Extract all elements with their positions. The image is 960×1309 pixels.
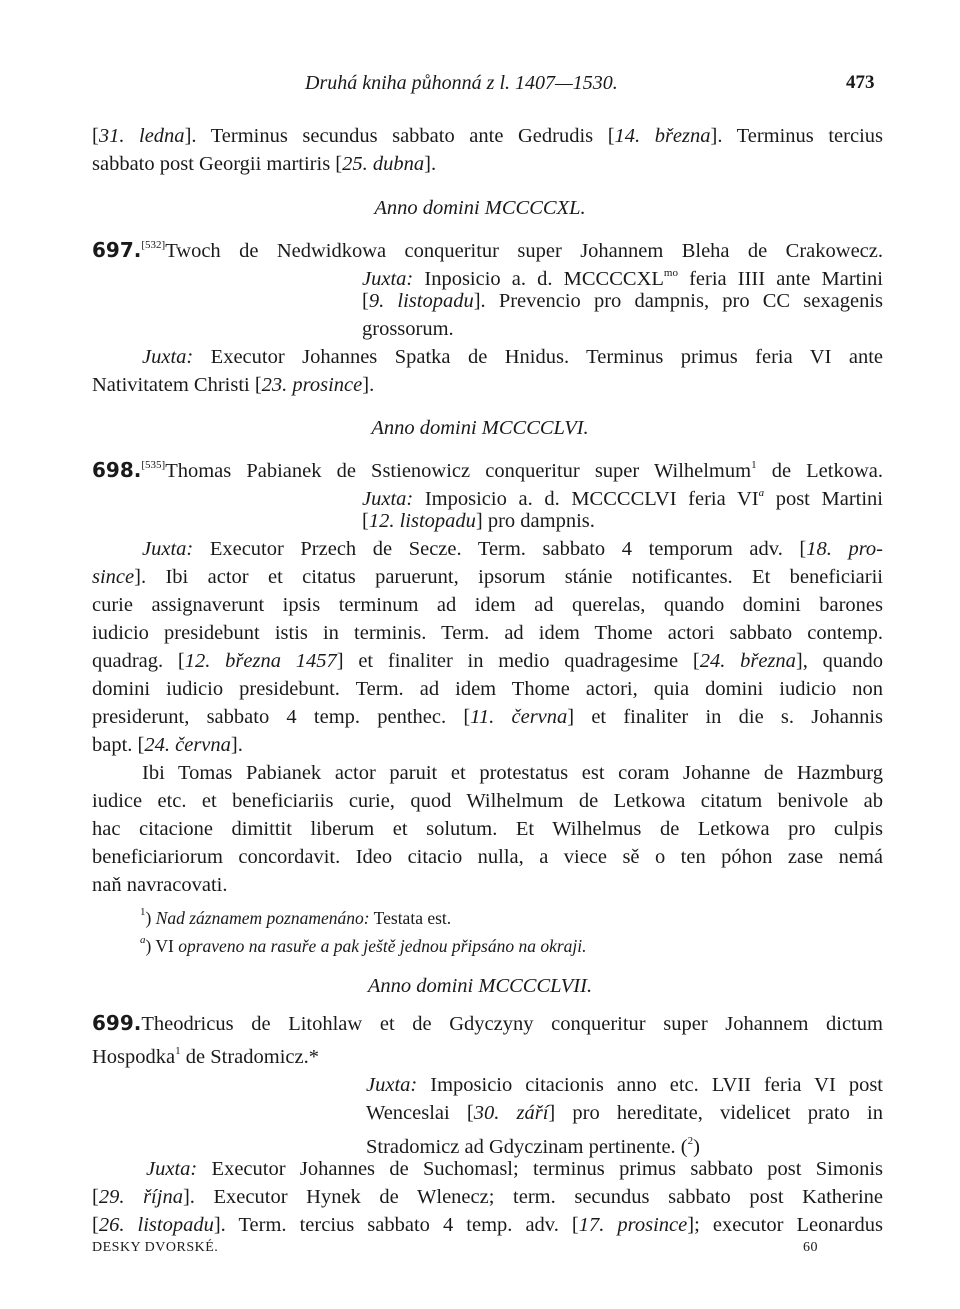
juxta-label: Juxta:	[362, 268, 414, 290]
text-span: Executor Johannes Spatka de Hnidus. Terminus primus feria VI ante	[193, 346, 883, 368]
text-line: beneficiariorum concordavit. Ideo citacio nulla, a viece sě o ten póhon zase nemá	[92, 846, 883, 868]
text-line	[92, 1183, 883, 1211]
text-span: [	[92, 125, 99, 147]
text-span: post Martini	[764, 488, 883, 510]
text-span: de Stradomicz.*	[180, 1046, 319, 1068]
text-span: Stradomicz ad Gdyczinam pertinente. (	[366, 1136, 688, 1158]
text-span: Nativitatem Christi [	[92, 374, 262, 396]
date-gloss: 12. listopadu	[368, 510, 476, 532]
text-span: ]. Terminus secundus sabbato ante Gedrudis [	[184, 125, 615, 147]
text-line	[92, 1037, 319, 1071]
text-span: ]. Prevencio pro dampnis, pro CC sexagenis	[473, 290, 883, 312]
footnote-marker: 2	[687, 1135, 694, 1147]
text-line	[142, 535, 883, 563]
text-span: ]. Term. tercius sabbato 4 temp. adv. [	[213, 1214, 579, 1236]
superscript: mo	[663, 267, 678, 279]
text-span: [	[362, 290, 369, 312]
text-span: Thomas Pabianek de Sstienowicz conqueritur super Wilhelmum	[165, 460, 752, 482]
date-gloss: 17. prosince	[578, 1214, 688, 1236]
text-span: ] pro hereditate, videlicet prato in	[548, 1102, 883, 1124]
date-gloss: 23. prosince	[261, 374, 363, 396]
entry-number: 699.	[92, 1011, 142, 1035]
text-span: Inposicio a. d. MCCCCXL	[413, 268, 664, 290]
text-line	[92, 731, 243, 759]
text-span: ]. Terminus tercius	[710, 125, 883, 147]
date-gloss: 9. listopadu	[368, 290, 474, 312]
footnote-marker: 1	[140, 906, 146, 918]
text-span: Imposicio a. d. MCCCCLVI feria VI	[413, 488, 759, 510]
juxta-label: Juxta:	[142, 538, 194, 560]
text-span: )	[693, 1136, 700, 1158]
footer-signature: DESKY DVORSKÉ.	[92, 1240, 219, 1255]
text-span: ].	[424, 153, 437, 175]
text-span: presiderunt, sabbato 4 temp. penthec. [	[92, 706, 471, 728]
text-line: naň navracovati.	[92, 874, 228, 896]
date-gloss: 26. listopadu	[98, 1214, 214, 1236]
text-span: [	[362, 510, 369, 532]
text-line: curie assignaverunt ipsis terminum ad idem ad querelas, quando domini barones	[92, 594, 883, 616]
text-line	[92, 150, 436, 178]
text-line	[146, 1155, 883, 1183]
text-line: iudicio presidebunt istis in terminis. Term. ad idem Thome actori sabbato contemp.	[92, 622, 883, 644]
year-heading: Anno domini MCCCCLVII.	[367, 975, 593, 997]
text-span: [	[92, 1186, 99, 1208]
footnote-marker: 1	[175, 1045, 181, 1057]
text-span: Hospodka	[92, 1046, 176, 1068]
footnote: $^1$) Nad záznamem poznamenáno: Testata est.	[140, 906, 452, 928]
text-line: iudice etc. et beneficiariis curie, quod Wilhelmum de Letkowa citatum benivole ab	[92, 790, 883, 812]
entry-first-line	[92, 1009, 883, 1038]
date-gloss: 31. ledna	[98, 125, 185, 147]
footnote: $^a$) VI opraveno na rasuře a pak ještě jednou připsáno na okraji.	[140, 934, 587, 956]
entry-number: 697.	[92, 238, 142, 262]
text-span: ]. Executor Hynek de Wlenecz; term. secundus sabbato post Katherine	[182, 1186, 883, 1208]
text-span: ] et finaliter in medio quadragesime [	[336, 650, 700, 672]
page-number: 473	[846, 72, 875, 93]
date-gloss: 24. března	[699, 650, 796, 672]
text-line	[92, 122, 883, 150]
date-gloss: 14. března	[614, 125, 711, 147]
text-span: Theodricus de Litohlaw et de Gdyczyny conqueritur super Johannem dictum	[141, 1013, 883, 1035]
text-span: Executor Johannes de Suchomasl; terminus primus sabbato post Simonis	[197, 1158, 883, 1180]
date-gloss: since	[92, 566, 135, 588]
text-span: de Letkowa.	[756, 460, 883, 482]
running-title: Druhá kniha půhonná z l. 1407—1530.	[305, 72, 618, 94]
text-span: Twoch de Nedwidkowa conqueritur super Johannem Bleha de Crakowecz.	[165, 240, 883, 262]
entry-number: 698.	[92, 458, 142, 482]
source-reference: [535]	[141, 459, 166, 471]
text-line: domini iudicio presidebunt. Term. ad idem Thome actori, quia domini iudicio non	[92, 678, 883, 700]
date-gloss: 25. dubna	[342, 153, 425, 175]
text-line	[366, 1099, 883, 1127]
footnote-text: Testata est.	[369, 908, 452, 928]
text-span: ], quando	[795, 650, 883, 672]
text-span: Wenceslai [	[366, 1102, 474, 1124]
footnote-text: Nad záznamem poznamenáno:	[155, 908, 370, 928]
text-span: ] pro dampnis.	[475, 510, 595, 532]
juxta-label: Juxta:	[142, 346, 194, 368]
date-gloss: 11. června	[470, 706, 568, 728]
text-span: ].	[362, 374, 375, 396]
text-span: Imposicio citacionis anno etc. LVII feria VI post	[417, 1074, 883, 1096]
text-span: ].	[230, 734, 243, 756]
date-gloss: 12. března 1457	[184, 650, 337, 672]
footnote-marker: a	[140, 934, 146, 946]
text-span: sabbato post Georgii martiris [	[92, 153, 343, 175]
text-line	[92, 563, 883, 591]
text-line	[362, 507, 595, 535]
footnote-text: VI	[151, 936, 179, 956]
date-gloss: 29. října	[98, 1186, 183, 1208]
year-heading: Anno domini MCCCCLVI.	[371, 417, 589, 439]
source-reference: [532]	[141, 239, 166, 251]
text-line	[366, 1071, 883, 1099]
date-gloss: 24. června	[144, 734, 231, 756]
date-gloss: 18. pro-	[806, 538, 884, 560]
text-span: [	[92, 1214, 99, 1236]
text-span: ]. Ibi actor et citatus paruerunt, ipsorum stánie notificantes. Et beneficiarii	[134, 566, 883, 588]
text-line: Ibi Tomas Pabianek actor paruit et protestatus est coram Johanne de Hazmburg	[142, 762, 883, 784]
footer-sheet-number: 60	[803, 1240, 818, 1255]
footnote-marker: a	[758, 487, 765, 499]
text-span: quadrag. [	[92, 650, 185, 672]
footnote-text: opraveno na rasuře a pak ještě jednou připsáno na okraji.	[178, 936, 587, 956]
footnote-marker: 1	[751, 459, 757, 471]
text-line	[92, 1211, 883, 1239]
text-line: hac citacione dimittit liberum et solutum. Et Wilhelmus de Letkowa pro culpis	[92, 818, 883, 840]
text-line	[362, 287, 883, 315]
text-line	[92, 703, 883, 731]
juxta-label: Juxta:	[362, 488, 414, 510]
date-gloss: 30. září	[473, 1102, 549, 1124]
juxta-label: Juxta:	[146, 1158, 198, 1180]
text-span: bapt. [	[92, 734, 145, 756]
text-line	[142, 343, 883, 371]
text-span: ]; executor Leonardus	[687, 1214, 883, 1236]
text-span: Executor Przech de Secze. Term. sabbato 4 temporum adv. [	[193, 538, 807, 560]
text-line	[92, 371, 374, 399]
text-line: grossorum.	[362, 318, 454, 340]
juxta-label: Juxta:	[366, 1074, 418, 1096]
text-span: ] et finaliter in die s. Johannis	[567, 706, 883, 728]
text-line	[92, 647, 883, 675]
text-span: feria IIII ante Martini	[677, 268, 883, 290]
year-heading: Anno domini MCCCCXL.	[374, 197, 586, 219]
